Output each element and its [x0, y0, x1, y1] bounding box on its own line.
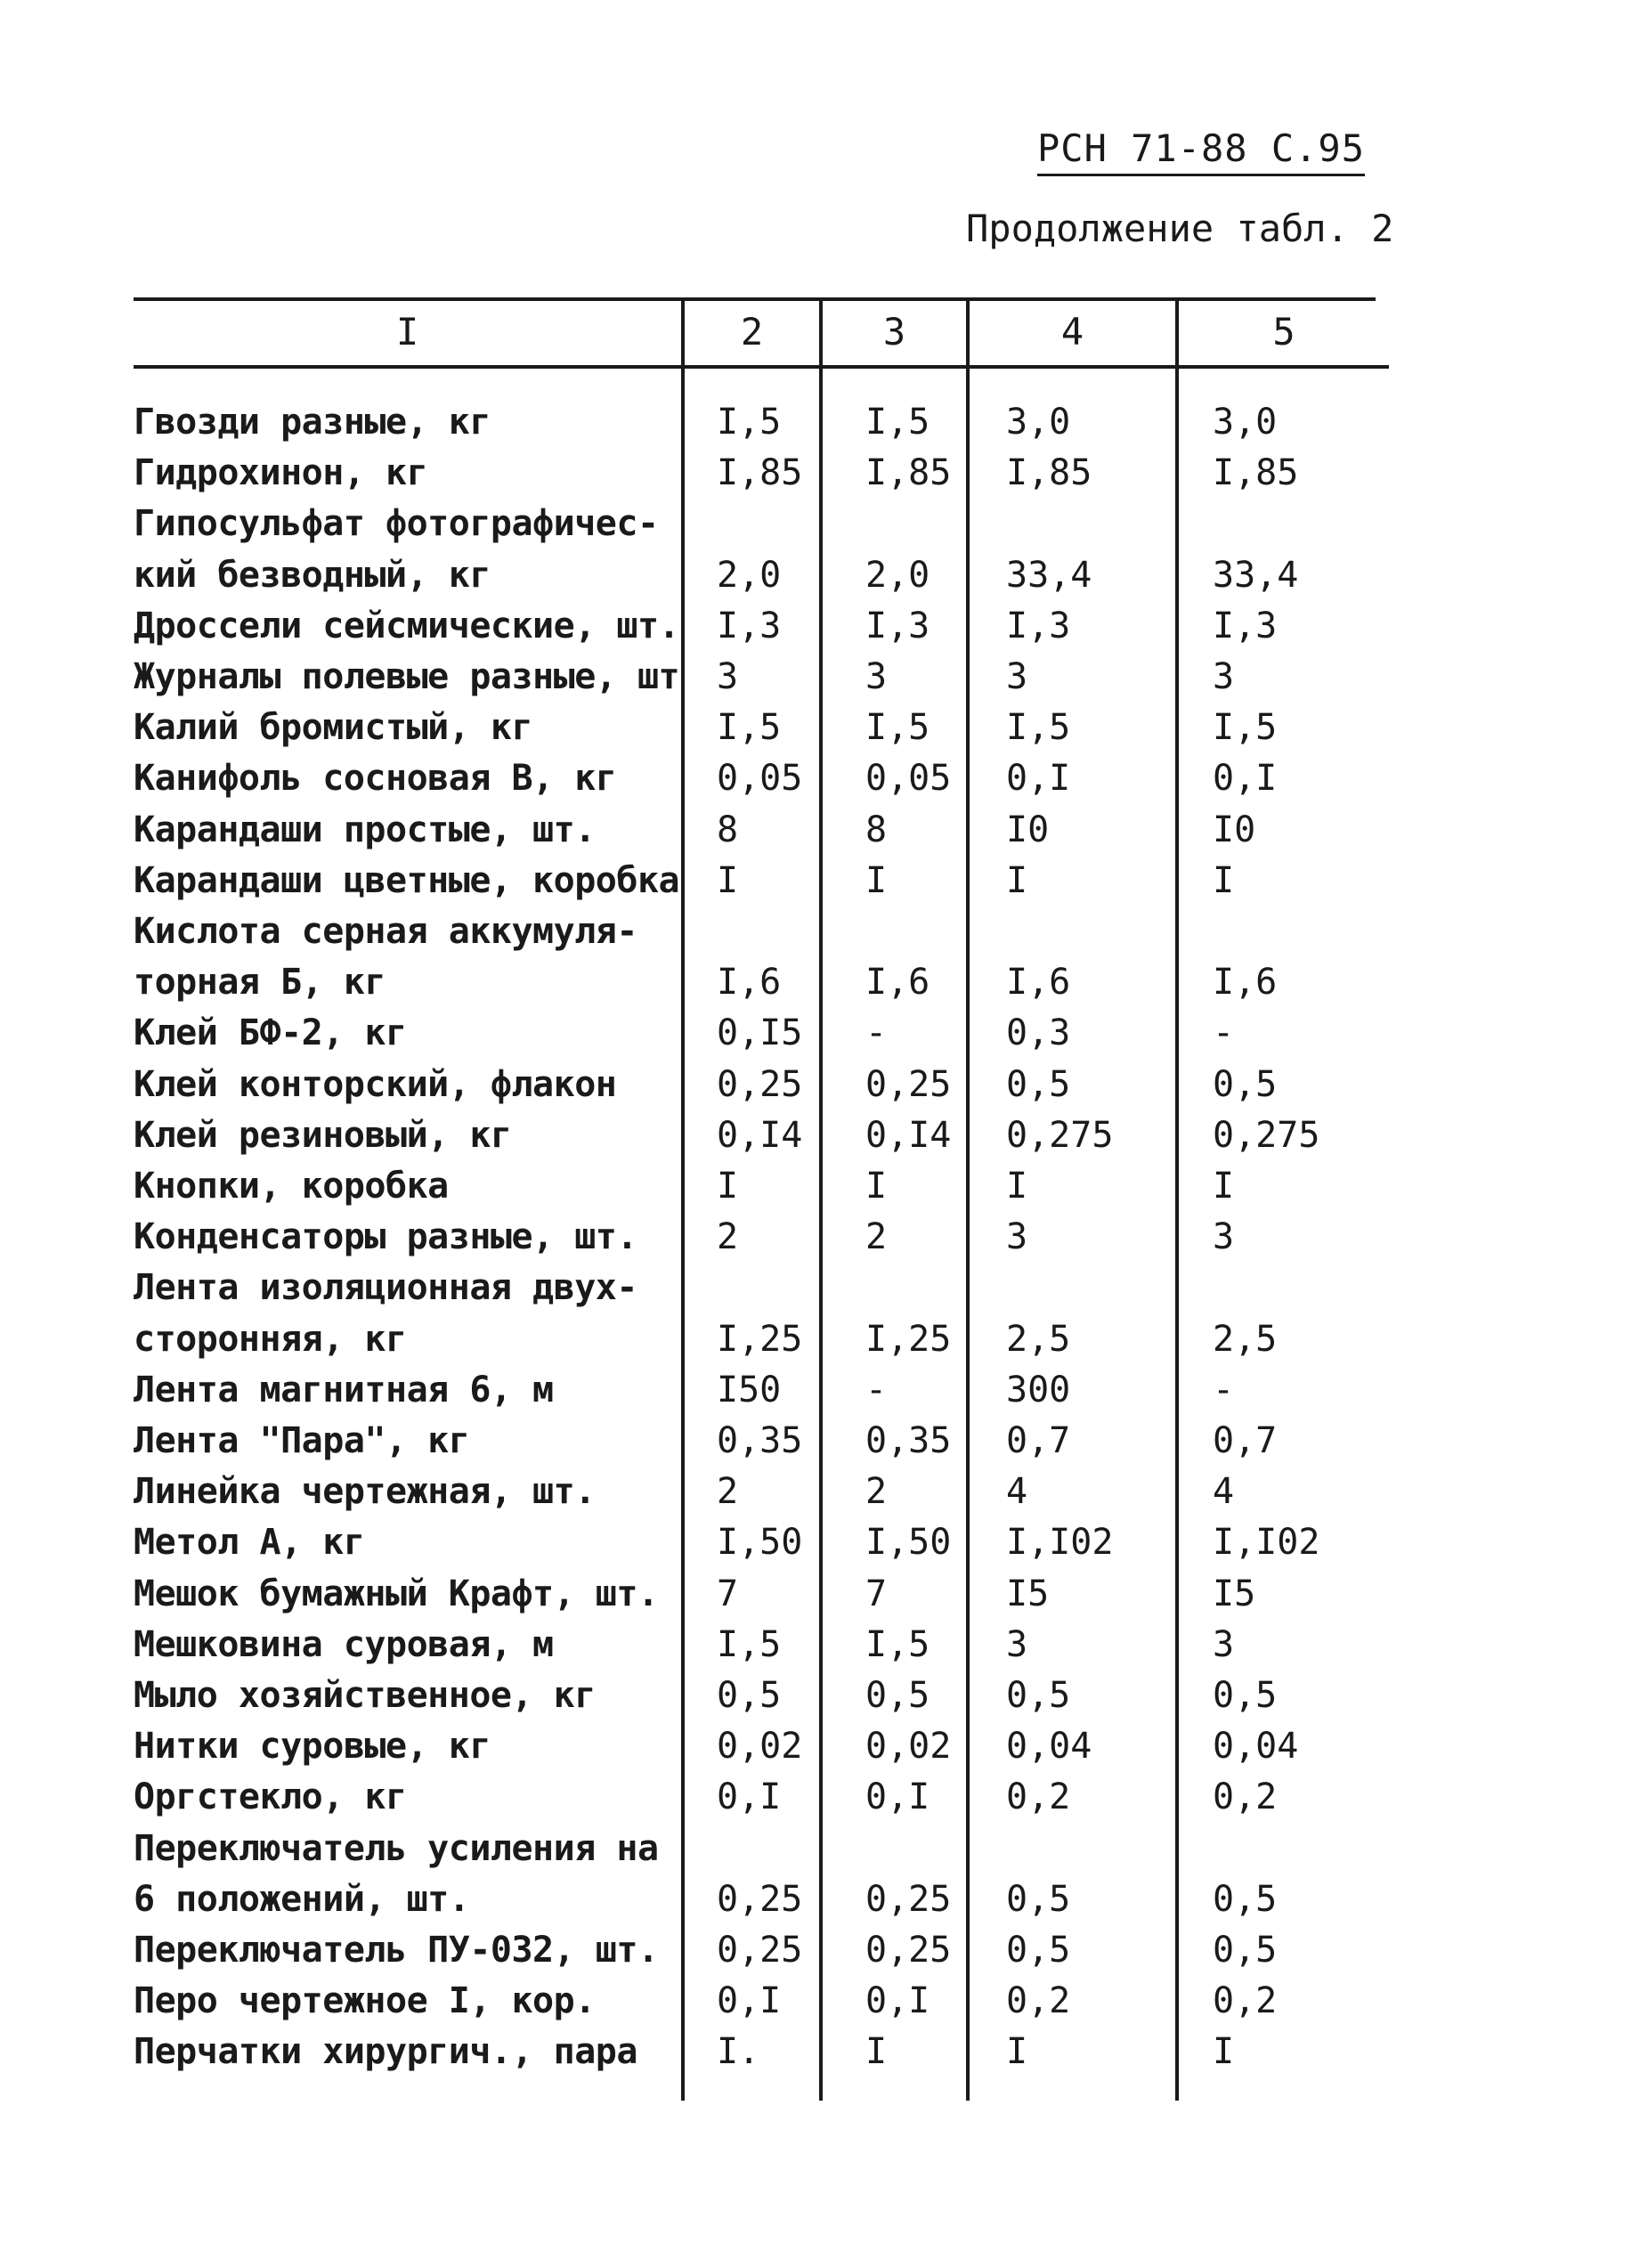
cell-col-2: 0,I5: [717, 1012, 803, 1054]
row-name-cell: Оргстекло, кг: [134, 1776, 407, 1818]
document-header-code: РСН 71-88 С.95: [1037, 126, 1365, 176]
cell-col-4: 0,04: [1006, 1726, 1092, 1768]
cell-col-5: I5: [1213, 1573, 1256, 1614]
cell-col-3: 2,0: [865, 554, 930, 596]
cell-col-5: 33,4: [1213, 554, 1299, 596]
cell-col-3: 0,I4: [865, 1114, 952, 1156]
cell-col-2: 2: [717, 1216, 739, 1258]
table-row: [0, 1416, 1640, 1467]
table-top-rule: [134, 297, 1376, 301]
cell-col-4: 33,4: [1006, 554, 1092, 596]
cell-col-3: I,3: [865, 605, 930, 646]
cell-col-5: 0,5: [1213, 1063, 1278, 1105]
cell-col-3: -: [865, 1369, 888, 1410]
cell-col-4: 0,5: [1006, 1675, 1071, 1716]
table-row: [0, 1569, 1640, 1620]
cell-col-3: 0,25: [865, 1878, 952, 1920]
cell-col-2: I,5: [717, 707, 782, 749]
row-name-cell: Лента магнитная 6, м: [134, 1369, 554, 1410]
cell-col-4: 0,3: [1006, 1012, 1071, 1054]
table-row: [0, 601, 1640, 652]
row-name-cell: Лента изоляционная двух-: [134, 1267, 637, 1309]
cell-col-4: 0,7: [1006, 1420, 1071, 1461]
cell-col-3: 0,25: [865, 1930, 952, 1971]
cell-col-3: 0,02: [865, 1726, 952, 1768]
row-name-cell: Гидрохинон, кг: [134, 452, 428, 494]
cell-col-5: I: [1213, 859, 1235, 901]
table-row: [0, 652, 1640, 703]
cell-col-4: 0,2: [1006, 1776, 1071, 1818]
cell-col-3: 2: [865, 1216, 888, 1258]
cell-col-3: I,5: [865, 1623, 930, 1665]
cell-col-2: I,5: [717, 1623, 782, 1665]
cell-col-2: 0,02: [717, 1726, 803, 1768]
row-name-cell: 6 положений, шт.: [134, 1878, 470, 1920]
cell-col-5: 3: [1213, 1216, 1235, 1258]
cell-col-5: -: [1213, 1012, 1235, 1054]
cell-col-4: I0: [1006, 809, 1050, 850]
table-row: [0, 448, 1640, 499]
cell-col-5: 0,275: [1213, 1114, 1320, 1156]
row-name-cell: Клей БФ-2, кг: [134, 1012, 407, 1054]
cell-col-2: I: [717, 1166, 739, 1207]
cell-col-4: 0,I: [1006, 758, 1071, 800]
cell-col-3: I,6: [865, 962, 930, 1004]
cell-col-3: 0,I: [865, 1776, 930, 1818]
cell-col-5: I: [1213, 1166, 1235, 1207]
cell-col-3: -: [865, 1012, 888, 1054]
cell-col-2: I,50: [717, 1522, 803, 1564]
cell-col-3: 0,5: [865, 1675, 930, 1716]
row-name-cell: Лента "Пара", кг: [134, 1420, 470, 1461]
cell-col-5: 0,I: [1213, 758, 1278, 800]
cell-col-2: I,3: [717, 605, 782, 646]
cell-col-5: 3,0: [1213, 402, 1278, 443]
row-name-cell: Клей конторский, флакон: [134, 1063, 617, 1105]
cell-col-4: I: [1006, 859, 1028, 901]
cell-col-2: 2: [717, 1471, 739, 1513]
cell-col-5: I,I02: [1213, 1522, 1320, 1564]
table-row: [0, 1060, 1640, 1110]
cell-col-5: 0,2: [1213, 1776, 1278, 1818]
table-row: [0, 1772, 1640, 1823]
row-name-cell: кий безводный, кг: [134, 554, 491, 596]
row-name-cell: Метол А, кг: [134, 1522, 365, 1564]
cell-col-2: I.: [717, 2031, 760, 2073]
cell-col-2: 3: [717, 656, 739, 697]
table-row: [0, 2027, 1640, 2077]
row-name-cell: Перчатки хирургич., пара: [134, 2031, 637, 2073]
cell-col-4: I,6: [1006, 962, 1071, 1004]
cell-col-5: 0,5: [1213, 1675, 1278, 1716]
cell-col-4: I,5: [1006, 707, 1071, 749]
table-row: [0, 1365, 1640, 1416]
cell-col-5: 0,7: [1213, 1420, 1278, 1461]
cell-col-4: 0,2: [1006, 1980, 1071, 2022]
row-name-cell: Карандаши простые, шт.: [134, 809, 596, 850]
cell-col-5: I,5: [1213, 707, 1278, 749]
row-name-cell: Кнопки, коробка: [134, 1166, 449, 1207]
column-header-1: I: [395, 310, 419, 354]
cell-col-3: 0,I: [865, 1980, 930, 2022]
cell-col-4: 0,5: [1006, 1063, 1071, 1105]
cell-col-4: 3: [1006, 1216, 1028, 1258]
table-row: [0, 1874, 1640, 1925]
cell-col-3: 3: [865, 656, 888, 697]
cell-col-4: I,85: [1006, 452, 1092, 494]
cell-col-5: I,6: [1213, 962, 1278, 1004]
table-row: [0, 1161, 1640, 1212]
cell-col-5: -: [1213, 1369, 1235, 1410]
cell-col-5: 0,5: [1213, 1930, 1278, 1971]
cell-col-4: I,3: [1006, 605, 1071, 646]
cell-col-2: 2,0: [717, 554, 782, 596]
table-row: [0, 1620, 1640, 1671]
cell-col-3: 0,35: [865, 1420, 952, 1461]
cell-col-4: 0,275: [1006, 1114, 1114, 1156]
cell-col-5: I,85: [1213, 452, 1299, 494]
row-name-cell: Журналы полевые разные, шт: [134, 656, 680, 697]
row-name-cell: Переключатель усиления на: [134, 1827, 659, 1869]
cell-col-2: 0,I4: [717, 1114, 803, 1156]
table-row: [0, 397, 1640, 448]
table-row: [0, 957, 1640, 1008]
table-header-rule: [134, 365, 1389, 369]
cell-col-2: I50: [717, 1369, 782, 1410]
cell-col-4: 3: [1006, 1623, 1028, 1665]
cell-col-3: I,85: [865, 452, 952, 494]
table-row: [0, 1721, 1640, 1772]
cell-col-5: 3: [1213, 1623, 1235, 1665]
cell-col-3: 0,05: [865, 758, 952, 800]
cell-col-4: I5: [1006, 1573, 1050, 1614]
cell-col-2: I,5: [717, 402, 782, 443]
table-row: [0, 1314, 1640, 1365]
cell-col-4: 3: [1006, 656, 1028, 697]
cell-col-3: I: [865, 1166, 888, 1207]
cell-col-5: I0: [1213, 809, 1256, 850]
cell-col-2: I,6: [717, 962, 782, 1004]
column-header-5: 5: [1272, 310, 1295, 354]
table-row: [0, 1976, 1640, 2027]
cell-col-2: 8: [717, 809, 739, 850]
row-name-cell: Клей резиновый, кг: [134, 1114, 512, 1156]
cell-col-5: 2,5: [1213, 1318, 1278, 1360]
table-row: [0, 1212, 1640, 1263]
cell-col-4: 0,5: [1006, 1878, 1071, 1920]
cell-col-4: 0,5: [1006, 1930, 1071, 1971]
cell-col-4: I: [1006, 2031, 1028, 2073]
row-name-cell: торная Б, кг: [134, 962, 386, 1004]
cell-col-5: 4: [1213, 1471, 1235, 1513]
cell-col-3: I,5: [865, 707, 930, 749]
cell-col-2: I: [717, 859, 739, 901]
table-row: [0, 1467, 1640, 1517]
cell-col-2: I,85: [717, 452, 803, 494]
cell-col-4: I,I02: [1006, 1522, 1114, 1564]
row-name-cell: Нитки суровые, кг: [134, 1726, 491, 1768]
cell-col-2: 0,25: [717, 1930, 803, 1971]
cell-col-2: 0,35: [717, 1420, 803, 1461]
table-row: [0, 1824, 1640, 1874]
cell-col-5: I: [1213, 2031, 1235, 2073]
cell-col-4: 3,0: [1006, 402, 1071, 443]
cell-col-3: I: [865, 859, 888, 901]
table-continuation-label: Продолжение табл. 2: [966, 207, 1394, 250]
cell-col-2: 0,I: [717, 1776, 782, 1818]
row-name-cell: Дроссели сейсмические, шт.: [134, 605, 680, 646]
row-name-cell: Мешок бумажный Крафт, шт.: [134, 1573, 659, 1614]
table-row: [0, 1110, 1640, 1161]
cell-col-3: I,50: [865, 1522, 952, 1564]
cell-col-4: 4: [1006, 1471, 1028, 1513]
cell-col-2: 0,25: [717, 1063, 803, 1105]
column-header-4: 4: [1060, 310, 1084, 354]
table-row: [0, 1263, 1640, 1313]
cell-col-5: 3: [1213, 656, 1235, 697]
row-name-cell: Калий бромистый, кг: [134, 707, 533, 749]
cell-col-4: I: [1006, 1166, 1028, 1207]
cell-col-3: 7: [865, 1573, 888, 1614]
row-name-cell: Мешковина суровая, м: [134, 1623, 554, 1665]
cell-col-2: 7: [717, 1573, 739, 1614]
cell-col-3: I,5: [865, 402, 930, 443]
row-name-cell: Гипосульфат фотографичес-: [134, 503, 659, 545]
cell-col-3: 2: [865, 1471, 888, 1513]
row-name-cell: Карандаши цветные, коробка: [134, 859, 680, 901]
cell-col-3: I: [865, 2031, 888, 2073]
cell-col-3: 0,25: [865, 1063, 952, 1105]
cell-col-2: 0,5: [717, 1675, 782, 1716]
cell-col-2: 0,25: [717, 1878, 803, 1920]
cell-col-4: 2,5: [1006, 1318, 1071, 1360]
cell-col-2: I,25: [717, 1318, 803, 1360]
cell-col-5: 0,2: [1213, 1980, 1278, 2022]
table-row: [0, 805, 1640, 856]
cell-col-2: 0,I: [717, 1980, 782, 2022]
table-row: [0, 1671, 1640, 1721]
cell-col-3: 8: [865, 809, 888, 850]
row-name-cell: Канифоль сосновая В, кг: [134, 758, 617, 800]
cell-col-3: I,25: [865, 1318, 952, 1360]
table-row: [0, 499, 1640, 549]
table-row: [0, 1517, 1640, 1568]
table-row: [0, 1008, 1640, 1059]
row-name-cell: Конденсаторы разные, шт.: [134, 1216, 637, 1258]
cell-col-2: 0,05: [717, 758, 803, 800]
column-header-3: 3: [882, 310, 906, 354]
row-name-cell: Перо чертежное I, кор.: [134, 1980, 596, 2022]
row-name-cell: Гвозди разные, кг: [134, 402, 491, 443]
column-header-2: 2: [740, 310, 764, 354]
table-row: [0, 906, 1640, 957]
table-row: [0, 856, 1640, 906]
table-row: [0, 1925, 1640, 1976]
cell-col-4: 300: [1006, 1369, 1071, 1410]
cell-col-5: 0,5: [1213, 1878, 1278, 1920]
cell-col-5: I,3: [1213, 605, 1278, 646]
row-name-cell: Линейка чертежная, шт.: [134, 1471, 596, 1513]
table-row: [0, 753, 1640, 804]
table-row: [0, 703, 1640, 753]
cell-col-5: 0,04: [1213, 1726, 1299, 1768]
row-name-cell: сторонняя, кг: [134, 1318, 407, 1360]
table-row: [0, 550, 1640, 601]
row-name-cell: Переключатель ПУ-032, шт.: [134, 1930, 659, 1971]
row-name-cell: Кислота серная аккумуля-: [134, 911, 637, 952]
row-name-cell: Мыло хозяйственное, кг: [134, 1675, 596, 1716]
